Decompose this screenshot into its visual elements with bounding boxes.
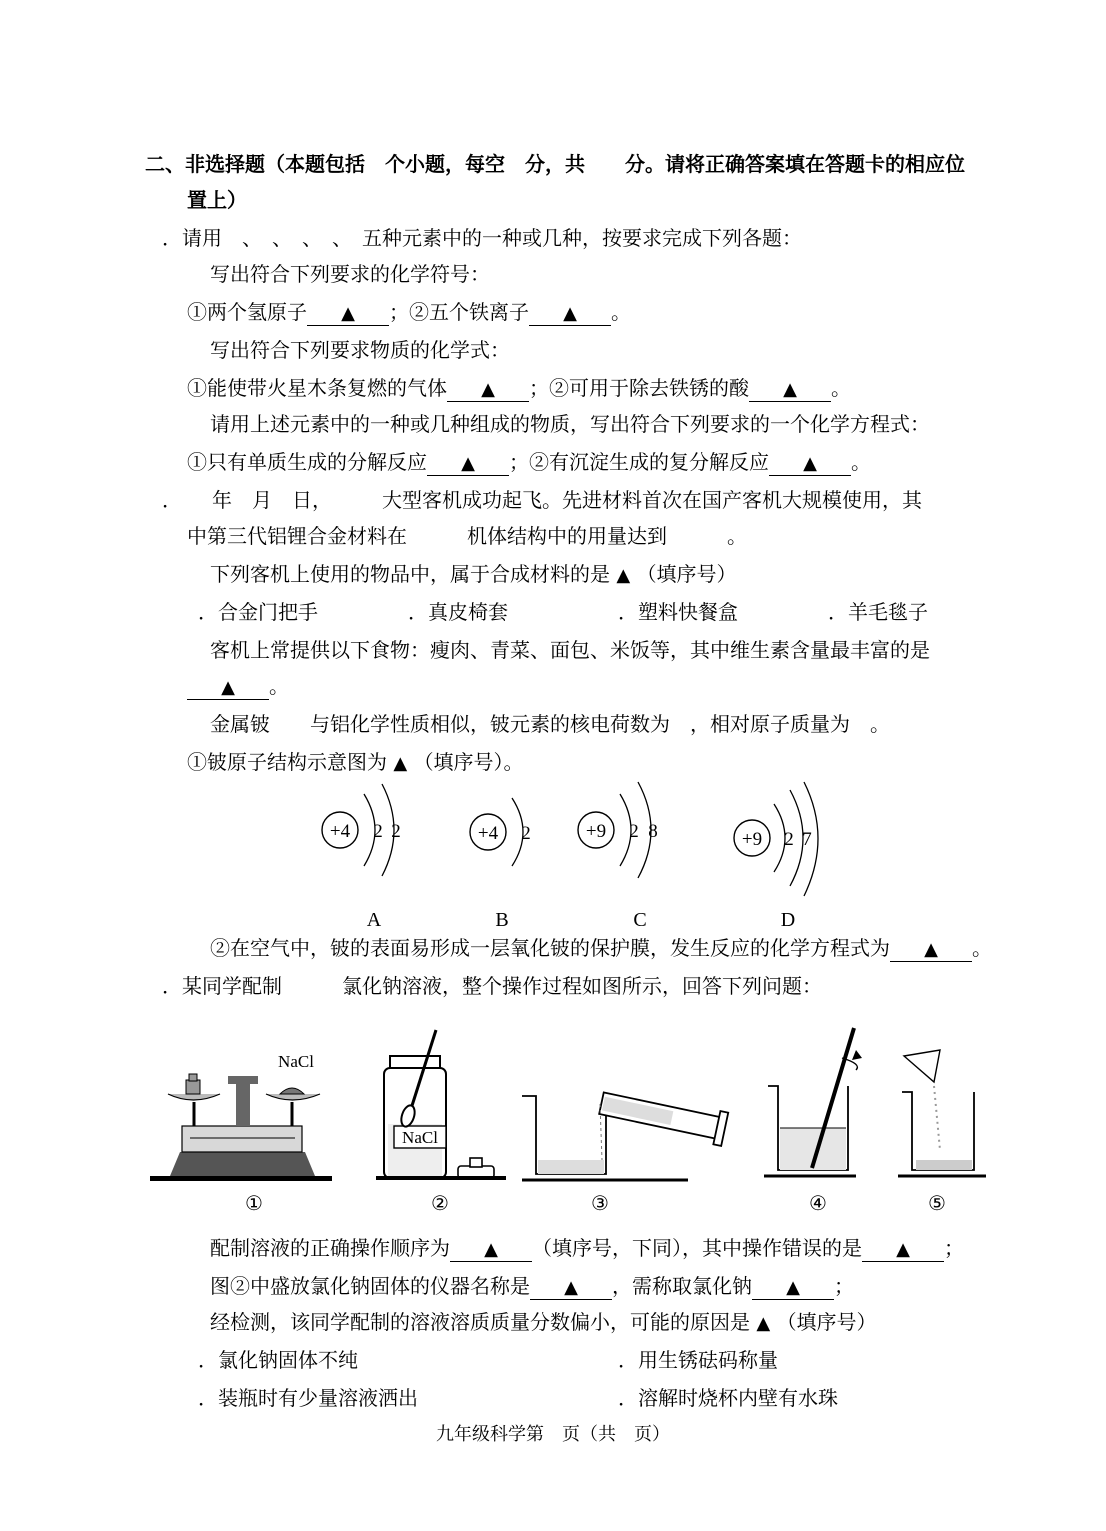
q3-option-a: ．氯化钠固体不纯 <box>198 1348 358 1372</box>
atom-d-shell2: 7 <box>802 829 812 850</box>
solution-preparation-figure <box>140 1020 1000 1220</box>
atom-c-nucleus: +9 <box>585 821 607 842</box>
answer-blank[interactable]: ▲ <box>530 1277 612 1300</box>
q3-stem: ．某同学配制 氯化钠溶液，整个操作过程如图所示，回答下列问题： <box>162 974 822 998</box>
atom-diagram-a <box>322 784 401 931</box>
step-label-3: ③ <box>591 1193 609 1215</box>
q2-sub3-1: ①铍原子结构示意图为 ▲ （填序号）。 <box>187 750 524 774</box>
answer-blank[interactable]: ▲ <box>187 677 269 700</box>
q2-option-b: ．真皮椅套 <box>408 600 508 624</box>
atom-a-nucleus: +4 <box>329 821 351 842</box>
atom-diagram-c <box>578 782 658 931</box>
answer-blank[interactable]: ▲ <box>529 303 611 326</box>
atom-diagram-b <box>470 798 531 931</box>
q3-sub3: 经检测，该同学配制的溶液溶质质量分数偏小，可能的原因是 ▲ （填序号） <box>210 1310 877 1334</box>
atom-b-label: B <box>495 909 509 931</box>
atom-diagram-d <box>734 782 818 931</box>
step3-pour-water-figure <box>522 1087 728 1180</box>
q3-sub1: 配制溶液的正确操作顺序为 ▲ （填序号，下同），其中操作错误的是 ▲ ； <box>210 1236 964 1260</box>
q2-stem-line2: 中第三代铝锂合金材料在 机体结构中的用量达到 。 <box>187 524 747 548</box>
atom-a-label: A <box>366 909 382 931</box>
atom-d-label: D <box>780 909 796 931</box>
balance-nacl-label: NaCl <box>278 1052 314 1071</box>
step-label-1: ① <box>245 1193 263 1215</box>
step4-stir-figure <box>764 1028 862 1176</box>
section-title-line1: 二、非选择题（本题包括 个小题，每空 分，共 分。请将正确答案填在答题卡的相应位 <box>145 152 965 176</box>
step-label-4: ④ <box>809 1193 827 1215</box>
answer-blank[interactable]: ▲ <box>427 453 509 476</box>
q2-sub2-answer: ▲ 。 <box>187 672 289 700</box>
bottle-nacl-label: NaCl <box>402 1128 438 1147</box>
q3-option-b: ．用生锈砝码称量 <box>618 1348 778 1372</box>
answer-blank[interactable]: ▲ <box>749 379 831 402</box>
q2-sub1: 下列客机上使用的物品中，属于合成材料的是 ▲ （填序号） <box>210 562 737 586</box>
page-footer: 九年级科学第 页（共 页） <box>436 1424 670 1445</box>
atom-c-shell1: 2 <box>629 821 639 842</box>
q3-option-d: ．溶解时烧杯内壁有水珠 <box>618 1386 838 1410</box>
q1-sub3: 请用上述元素中的一种或几种组成的物质，写出符合下列要求的一个化学方程式： <box>210 412 930 436</box>
atom-c-label: C <box>633 909 647 931</box>
q2-option-d: ．羊毛毯子 <box>828 600 928 624</box>
q2-sub3-2: ②在空气中，铍的表面易形成一层氧化铍的保护膜，发生反应的化学方程式为 ▲ 。 <box>210 936 992 960</box>
q1-line2: ①能使带火星木条复燃的气体 ▲ ；②可用于除去铁锈的酸 ▲ 。 <box>187 376 851 400</box>
answer-blank[interactable]: ▲ <box>447 379 529 402</box>
answer-blank[interactable]: ▲ <box>890 939 972 962</box>
atom-d-nucleus: +9 <box>741 829 763 850</box>
atom-b-nucleus: +4 <box>477 823 499 844</box>
atom-structure-diagrams <box>300 778 840 938</box>
atom-d-shell1: 2 <box>784 829 794 850</box>
answer-blank[interactable]: ▲ <box>450 1239 532 1262</box>
step5-add-solid-figure <box>898 1050 986 1176</box>
q1-sub2: 写出符合下列要求物质的化学式： <box>210 338 510 362</box>
q2-sub2: 客机上常提供以下食物：瘦肉、青菜、面包、米饭等，其中维生素含量最丰富的是 <box>210 638 930 662</box>
q1-line1: ①两个氢原子 ▲ ；②五个铁离子 ▲ 。 <box>187 300 631 324</box>
q1-line3: ①只有单质生成的分解反应 ▲ ；②有沉淀生成的复分解反应 ▲ 。 <box>187 450 871 474</box>
atom-c-shell2: 8 <box>648 821 658 842</box>
step-label-5: ⑤ <box>928 1193 946 1215</box>
q3-sub2: 图②中盛放氯化钠固体的仪器名称是 ▲ ，需称取氯化钠 ▲ ； <box>210 1274 854 1298</box>
q2-option-a: ．合金门把手 <box>198 600 318 624</box>
q2-option-c: ．塑料快餐盒 <box>618 600 738 624</box>
q1-sub1: 写出符合下列要求的化学符号： <box>210 262 490 286</box>
section-title-line2: 置上） <box>187 188 247 212</box>
answer-blank[interactable]: ▲ <box>862 1239 944 1262</box>
step-label-2: ② <box>431 1193 449 1215</box>
atom-a-shell2: 2 <box>391 821 401 842</box>
atom-b-shell1: 2 <box>521 823 531 844</box>
step1-balance-figure <box>150 1052 332 1181</box>
q2-sub3: 金属铍 与铝化学性质相似，铍元素的核电荷数为 ，相对原子质量为 。 <box>210 712 890 736</box>
answer-blank[interactable]: ▲ <box>307 303 389 326</box>
answer-blank[interactable]: ▲ <box>769 453 851 476</box>
q3-option-c: ．装瓶时有少量溶液洒出 <box>198 1386 418 1410</box>
q1-stem: ．请用 、 、 、 、 五种元素中的一种或几种，按要求完成下列各题： <box>162 226 802 250</box>
atom-a-shell1: 2 <box>373 821 383 842</box>
step2-bottle-figure <box>376 1030 506 1180</box>
answer-blank[interactable]: ▲ <box>752 1277 834 1300</box>
q2-stem-line1: ． 年 月 日， 大型客机成功起飞。先进材料首次在国产客机大规模使用，其 <box>162 488 922 512</box>
